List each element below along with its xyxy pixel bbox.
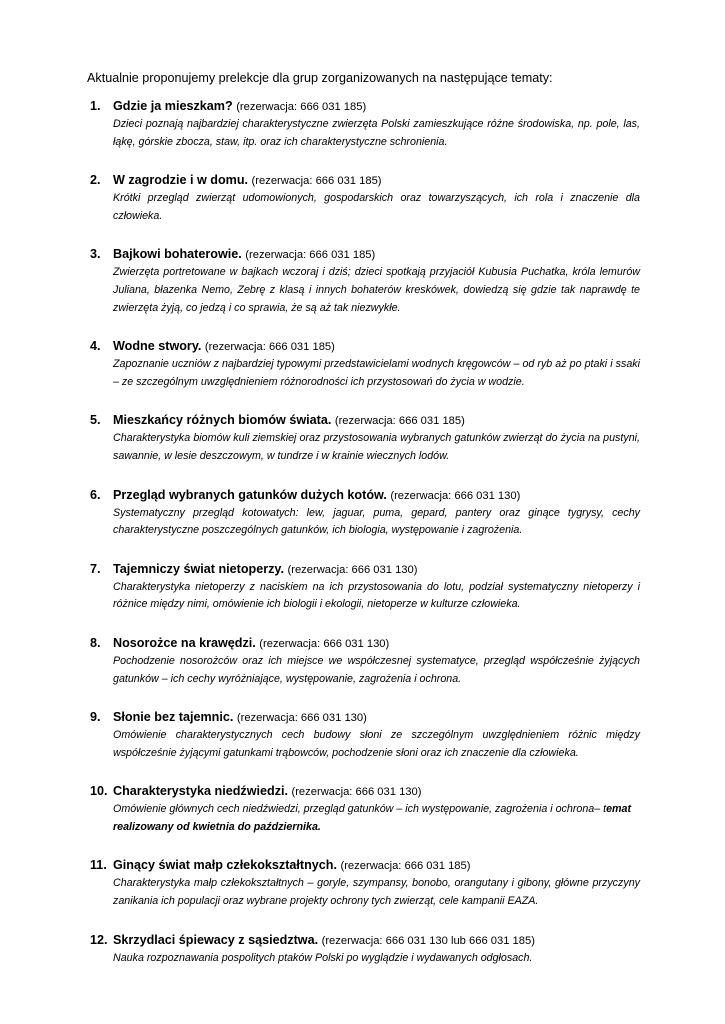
item-heading <box>113 411 640 430</box>
item-description <box>113 801 640 836</box>
item-title: Słonie bez tajemnic. <box>113 710 234 725</box>
item-description: Zapoznanie uczniów z najbardziej typowymi przedstawicielami wodnych kręgowców – od ryb aż po ptaki i ssaki – ze szczególnym uwzględnieniem różnorodności ich przystosowań do życia w wodzie. <box>113 358 640 388</box>
item-number: 11. <box>90 858 107 873</box>
item-heading <box>113 171 640 190</box>
item-number: 6. <box>90 487 101 502</box>
item-number: 7. <box>90 561 101 576</box>
item-description: Omówienie charakterystycznych cech budowy słoni ze szczególnym uwzględnieniem różnic między współcześnie żyjącymi gatunkami trąbowców, pochodzenie słoni oraz ich znaczenie dla człowieka. <box>113 729 640 759</box>
item-number: 3. <box>90 247 101 262</box>
item-title: Charakterystyka niedźwiedzi. <box>113 784 288 799</box>
item-description-note: emat realizowany od kwietnia do października. <box>113 803 632 833</box>
list-item <box>87 97 640 151</box>
item-reservation: (rezerwacja: 666 031 185) <box>204 341 335 354</box>
list-item <box>87 931 640 968</box>
list-item <box>87 560 640 614</box>
item-description: Charakterystyka małp człekokształtnych – goryle, szympansy, bonobo, orangutany i gibony, główne przyczyny zanikania ich populacji oraz wybrane projekty ochrony tych zwierząt, cele kampanii EAZA. <box>113 877 640 908</box>
item-title: Bajkowi bohaterowie. <box>113 247 242 262</box>
item-description: Charakterystyka nietoperzy z naciskiem na ich przystosowania do lotu, podział systematyczny nietoperzy i różnice między nimi, omówienie ich biologii i ekologii, nietoperze w kulturze człowieka. <box>113 580 640 611</box>
item-title: Skrzydlaci śpiewacy z sąsiedztwa. <box>113 932 319 947</box>
item-reservation: (rezerwacja: 666 031 130) <box>390 489 521 502</box>
item-number: 9. <box>90 710 101 725</box>
list-item <box>87 856 640 910</box>
list-item <box>87 634 640 688</box>
item-reservation: (rezerwacja: 666 031 130) <box>236 712 367 725</box>
item-number: 8. <box>90 635 101 650</box>
list-item <box>87 411 640 465</box>
item-reservation: (rezerwacja: 666 031 185) <box>334 415 465 428</box>
item-title: Gdzie ja mieszkam? <box>113 99 233 113</box>
list-item <box>87 486 640 540</box>
intro-text: Aktualnie proponujemy prelekcje dla grup zorganizowanych na następujące tematy: <box>87 71 553 85</box>
item-reservation: (rezerwacja: 666 031 130) <box>291 786 422 799</box>
item-description: Krótki przegląd zwierząt udomowionych, gospodarskich oraz towarzyszących, ich rola i znaczenie dla człowieka. <box>113 192 640 222</box>
item-number: 10. <box>90 784 108 799</box>
item-description: Systematyczny przegląd kotowatych: lew, jaguar, puma, gepard, pantery oraz ginące tygrysy, cechy charakterystyczne poszczególnych gatunków, ich biologia, występowanie i zagrożenia. <box>113 506 640 537</box>
item-heading <box>113 782 640 801</box>
item-description-text: Omówienie głównych cech niedźwiedzi, przegląd gatunków – ich występowanie, zagrożenia i ochrona– t <box>113 803 607 816</box>
item-number: 1. <box>90 99 101 113</box>
item-reservation: (rezerwacja: 666 031 185) <box>340 860 471 873</box>
item-reservation: (rezerwacja: 666 031 185) <box>251 175 382 188</box>
item-reservation: (rezerwacja: 666 031 185) <box>245 249 376 262</box>
item-heading <box>113 486 640 505</box>
item-title: Wodne stwory. <box>113 339 202 354</box>
item-number: 5. <box>90 413 101 428</box>
item-title: Ginący świat małp człekokształtnych. <box>113 858 337 873</box>
item-heading <box>113 708 640 727</box>
item-heading <box>113 856 640 875</box>
item-reservation: (rezerwacja: 666 031 130) <box>259 637 390 650</box>
list-item <box>87 171 640 225</box>
item-description: Charakterystyka biomów kuli ziemskiej oraz przystosowania wybranych gatunków zwierząt do życia na pustyni, sawannie, w lesie deszczowym, w tundrze i w krainie wiecznych lodów. <box>113 432 640 462</box>
item-title: Przegląd wybranych gatunków dużych kotów. <box>113 487 387 502</box>
item-reservation: (rezerwacja: 666 031 185) <box>236 101 367 113</box>
item-description: Pochodzenie nosorożców oraz ich miejsce we współczesnej systematyce, przegląd współcześnie żyjących gatunków – ich cechy wyróżniające, występowanie, zagrożenia i ochrona. <box>113 654 640 685</box>
item-heading <box>113 337 640 356</box>
item-number: 2. <box>90 173 101 188</box>
list-item <box>87 782 640 836</box>
item-title: Tajemniczy świat nietoperzy. <box>113 561 284 576</box>
list-item <box>87 708 640 762</box>
item-description: Zwierzęta portretowane w bajkach wczoraj i dziś; dzieci spotkają przyjaciół Kubusia Puchatka, króla lemurów Juliana, błazenka Nemo, Zebrę z klasą i innych bohaterów kreskówek, dowiedzą się gdzie tak naprawdę te zwierzęta żyją, co jedzą i co sprawia, że są aż tak niezwykłe. <box>113 266 640 314</box>
list-item <box>87 245 640 317</box>
item-heading <box>113 634 640 653</box>
item-reservation: (rezerwacja: 666 031 130) <box>287 563 418 576</box>
list-item <box>87 337 640 391</box>
item-number: 12. <box>90 932 108 947</box>
item-title: Mieszkańcy różnych biomów świata. <box>113 413 332 428</box>
item-reservation: (rezerwacja: 666 031 130 lub 666 031 185) <box>321 934 535 947</box>
item-heading <box>113 245 640 264</box>
item-title: W zagrodzie i w domu. <box>113 173 249 188</box>
item-heading <box>113 560 640 579</box>
item-number: 4. <box>90 339 101 354</box>
item-heading <box>113 931 640 950</box>
item-description: Nauka rozpoznawania pospolitych ptaków Polski po wyglądzie i wydawanych odgłosach. <box>113 951 533 964</box>
topics-list <box>87 97 640 987</box>
item-heading <box>113 97 640 116</box>
item-title: Nosorożce na krawędzi. <box>113 635 256 650</box>
item-description: Dzieci poznają najbardziej charakterystyczne zwierzęta Polski zamieszkujące różne środowiska, np. pole, las, łąkę, górskie zbocza, staw, itp. oraz ich charakterystyczne schronienia. <box>113 118 640 148</box>
